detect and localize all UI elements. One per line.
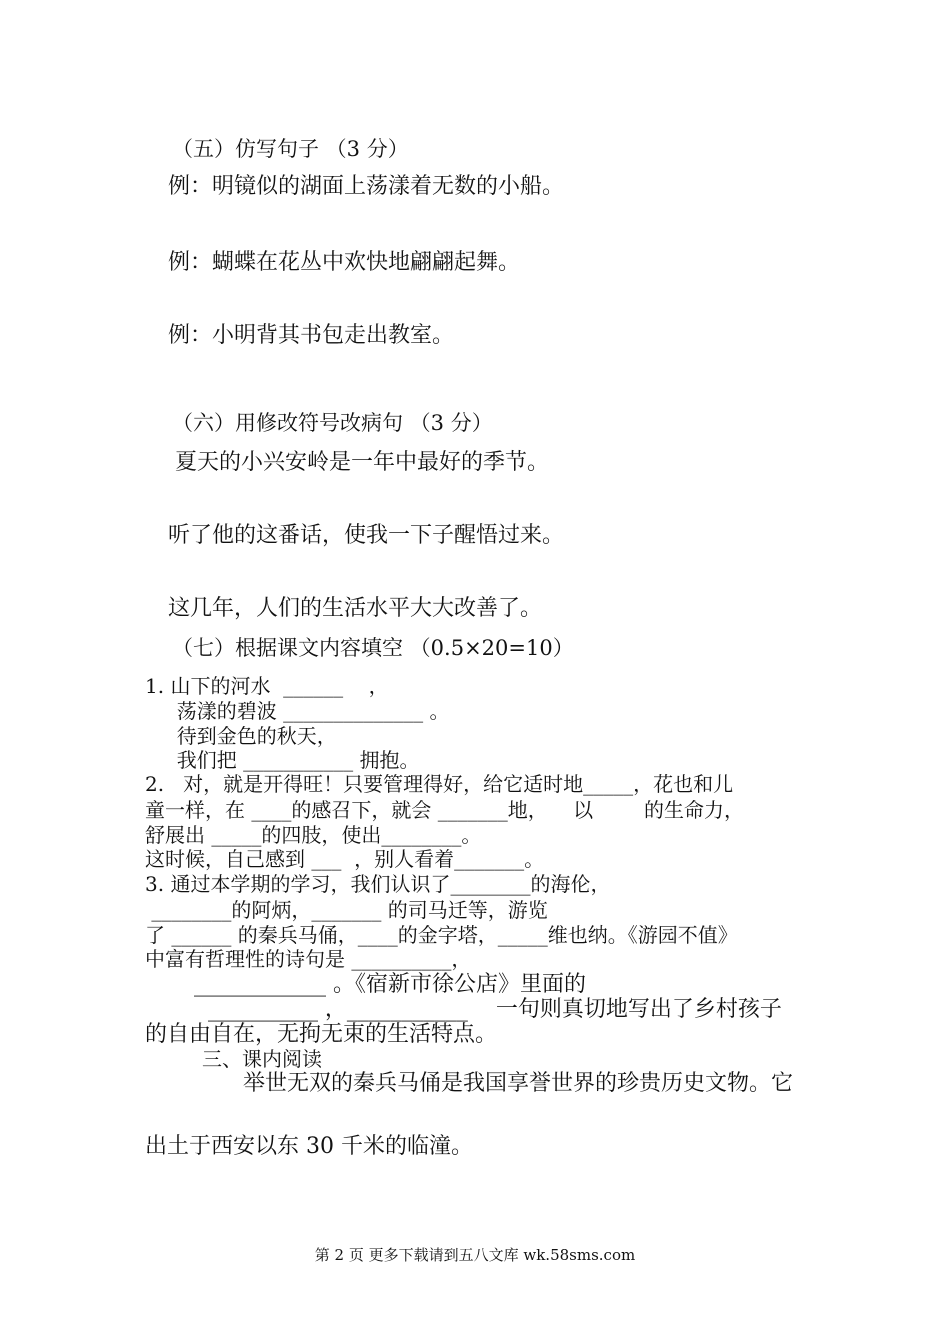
fill-line: ____________ 。《宿新市徐公店》里面的: [145, 972, 586, 997]
section-6-sentence-2: 听了他的这番话，使我一下子醒悟过来。: [168, 523, 565, 548]
fill-line: 舒展出 _____的四肢，使出________。: [145, 823, 482, 847]
section-6-heading: （六）用修改符号改病句 （3 分）: [172, 411, 493, 435]
section-5-example-2: 例：蝴蝶在花丛中欢快地翩翩起舞。: [168, 250, 521, 275]
fill-line: 待到金色的秋天，: [145, 724, 337, 748]
fill-line: 1. 山下的河水 ______ ，: [145, 674, 389, 698]
section-7-heading: （七）根据课文内容填空 （0.5×20=10）: [172, 636, 574, 660]
reading-paragraph-line-1: 举世无双的秦兵马俑是我国享誉世界的珍贵历史文物。它: [243, 1071, 794, 1096]
fill-line: 的自由自在，无拘无束的生活特点。: [145, 1022, 498, 1047]
fill-line: 中富有哲理性的诗句是 __________，: [145, 947, 472, 971]
section-3-heading: 三、课内阅读: [202, 1047, 322, 1071]
fill-line: 3. 通过本学期的学习，我们认识了________的海伦，: [145, 872, 611, 896]
section-5-example-1: 例：明镜似的湖面上荡漾着无数的小船。: [168, 174, 565, 199]
fill-line: 童一样，在 ____的感召下，就会 _______地， 以 的生命力，: [145, 798, 745, 822]
section-5-example-3: 例：小明背其书包走出教室。: [168, 323, 455, 348]
fill-line: 2. 对，就是开得旺！只要管理得好，给它适时地_____，花也和儿: [145, 772, 734, 796]
reading-paragraph-line-2: 出土于西安以东 30 千米的临潼。: [145, 1134, 473, 1159]
fill-line: 荡漾的碧波 ______________ 。: [145, 699, 450, 723]
fill-line: 了 ______ 的秦兵马俑，____的金字塔，_____维也纳。《游园不值》: [145, 923, 738, 947]
fill-line: ________的阿炳，_______ 的司马迁等，游览: [145, 898, 548, 922]
page-footer: 第 2 页 更多下载请到五八文库 wk.58sms.com: [314, 1246, 636, 1264]
fill-line: 我们把 ___________ 拥抱。: [145, 748, 420, 772]
section-5-heading: （五）仿写句子 （3 分）: [172, 137, 409, 161]
section-6-sentence-1: 夏天的小兴安岭是一年中最好的季节。: [175, 450, 550, 475]
fill-line: 这时候，自己感到 ___ ，别人看着_______。: [145, 847, 545, 871]
fill-line: __________ ，___________ 一句则真切地写出了乡村孩子: [145, 997, 782, 1022]
section-6-sentence-3: 这几年，人们的生活水平大大改善了。: [168, 596, 543, 621]
